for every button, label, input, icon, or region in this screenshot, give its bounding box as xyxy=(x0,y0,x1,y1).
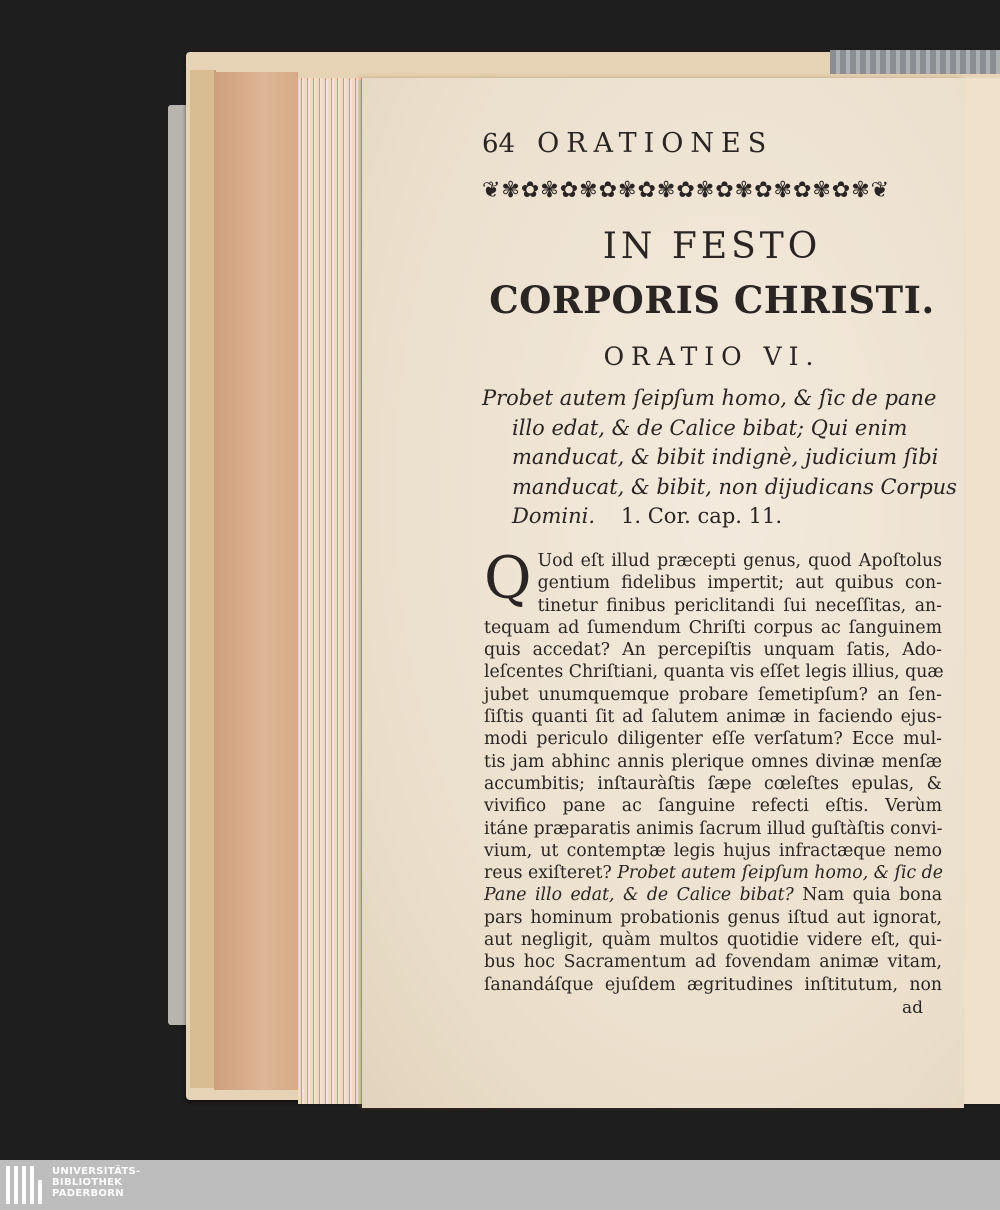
scripture-motto xyxy=(482,384,957,532)
body-line: gentium fidelibus impertit; aut quibus con- xyxy=(537,573,942,594)
right-page-edge xyxy=(962,78,1000,1104)
body-line: ſanandáſque ejuſdem ægritudines inſtitutum, non xyxy=(484,974,942,995)
motto-line: Domini. xyxy=(512,504,596,528)
running-head-title: ORATIONES xyxy=(537,128,774,159)
scripture-reference: 1. Cor. cap. 11. xyxy=(621,504,783,528)
headband xyxy=(830,50,1000,74)
motto-line: manducat, & bibit, non dijudicans Corpus xyxy=(512,474,957,499)
oration-body-text xyxy=(484,544,944,996)
library-footer-bar xyxy=(0,1160,1000,1210)
body-italic-quote: Probet autem ſeipſum homo, & ſic de xyxy=(617,863,943,884)
motto-line: Probet autem ſeipſum homo, & ſic de pane xyxy=(482,386,937,410)
body-line: ſiſtis quanti ſit ad ſalutem animæ in faciendo ejus- xyxy=(484,707,942,728)
body-line: modi periculo diligenter eſſe verſatum? Ecce mul- xyxy=(484,729,942,750)
body-line: aut negligit, quàm multos quotidie videre eſt, qui- xyxy=(484,930,942,951)
page-edges xyxy=(298,78,364,1104)
body-line: tinetur finibus periclitandi ſui neceſſitas, an- xyxy=(537,595,942,616)
body-line: tis jam abhinc annis plerique omnes divinæ menſæ xyxy=(484,751,942,772)
library-name-line: BIBLIOTHEK xyxy=(52,1177,123,1188)
library-name-line: UNIVERSITÄTS- xyxy=(52,1166,141,1177)
body-line: Nam quia bona xyxy=(802,885,943,906)
library-logo-icon xyxy=(6,1166,44,1204)
body-line: reus exiſteret? xyxy=(484,863,612,884)
body-line: itáne præparatis animis ſacrum illud guſtàſtis convi- xyxy=(484,818,943,839)
library-name xyxy=(52,1166,141,1199)
decorative-ornament-band: ❦✾✿✾✿✾✿✾✿✾✿✾✿✾✿✾✿✾✿✾❦ xyxy=(482,178,891,203)
body-line: jubet unumquemque probare ſemetipſum? an ſen- xyxy=(484,684,942,705)
book-page xyxy=(362,78,964,1108)
book-spine-strip xyxy=(190,70,216,1088)
library-name-line: PADERBORN xyxy=(52,1188,124,1199)
endpaper xyxy=(214,72,298,1090)
body-line: accumbitis; inſtauràſtis ſæpe cœleſtes epulas, & xyxy=(484,773,942,794)
heading-line-1: IN FESTO xyxy=(602,226,822,267)
body-line: quis accedat? An percepiſtis unquam ſatis, Ado- xyxy=(484,640,942,661)
body-line: vium, ut contemptæ legis hujus infractæque nemo xyxy=(484,840,942,861)
body-line: vivifico pane ac ſanguine refecti eſtis. Verùm xyxy=(484,796,942,817)
catchword: ad xyxy=(902,998,924,1018)
body-line: tequam ad ſumendum Chriſti corpus ac ſanguinem xyxy=(484,617,942,638)
heading-line-2: CORPORIS CHRISTI. xyxy=(489,278,935,322)
body-italic-quote: Pane illo edat, & de Calice bibat? xyxy=(484,885,794,906)
body-line: leſcentes Chriſtiani, quanta vis eſſet legis illius, quæ xyxy=(484,662,944,683)
body-line: pars hominum probationis genus iſtud aut ignorat, xyxy=(484,907,942,928)
motto-line: illo edat, & de Calice bibat; Qui enim xyxy=(512,415,908,440)
page-number: 64 xyxy=(482,129,516,159)
body-line: Uod eſt illud præcepti genus, quod Apoſtolus xyxy=(537,551,942,571)
motto-line: manducat, & bibit indignè, judicium ſibi xyxy=(512,445,939,469)
running-head xyxy=(482,128,922,159)
drop-cap: Q xyxy=(484,544,532,612)
oration-subtitle: ORATIO VI. xyxy=(603,342,821,371)
body-line: bus hoc Sacramentum ad fovendam animæ vitam, xyxy=(484,952,942,973)
